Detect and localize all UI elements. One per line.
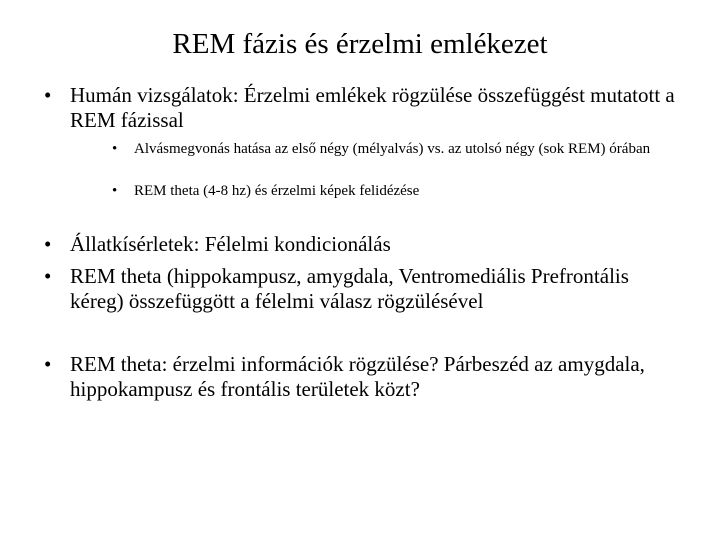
bullet-text: REM theta (hippokampusz, amygdala, Ventromediális Prefrontális kéreg) összefüggött a félelmi válasz rögzülésével <box>70 264 629 313</box>
sub-bullet-text: REM theta (4-8 hz) és érzelmi képek felidézése <box>134 183 420 199</box>
bullet-rem-theta-question <box>44 352 684 402</box>
bullet-text: Állatkísérletek: Félelmi kondicionálás <box>70 232 391 256</box>
sub-bullet-dot: • <box>112 183 118 199</box>
sub-bullet-rem-theta-images <box>112 182 672 200</box>
bullet-text: REM theta: érzelmi információk rögzülése? Párbeszéd az amygdala, hippokampusz és frontális területek közt? <box>70 352 645 401</box>
sub-bullet-sleep-deprivation <box>112 140 672 158</box>
bullet-dot: • <box>44 232 52 256</box>
bullet-animal-experiments <box>44 232 684 257</box>
bullet-dot: • <box>44 264 52 288</box>
sub-bullet-text: Alvásmegvonás hatása az első négy (mélyalvás) vs. az utolsó négy (sok REM) órában <box>134 141 651 157</box>
slide-title: REM fázis és érzelmi emlékezet <box>172 28 548 60</box>
bullet-human-studies <box>44 83 684 133</box>
bullet-dot: • <box>44 83 52 107</box>
bullet-dot: • <box>44 352 52 376</box>
bullet-text: Humán vizsgálatok: Érzelmi emlékek rögzülése összefüggést mutatott a REM fázissal <box>70 83 675 132</box>
sub-bullet-dot: • <box>112 141 118 157</box>
bullet-rem-theta-fear <box>44 264 684 314</box>
